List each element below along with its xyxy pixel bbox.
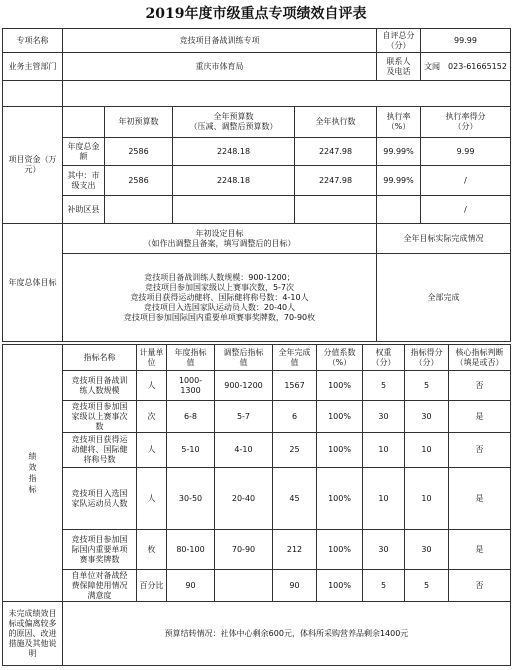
indicator-header-actual: 全年完成 值 [273,345,317,371]
funds-header-blank [63,107,105,138]
funds-subsidy-initial [105,196,173,224]
project-name-value: 竞技项目备战训练专项 [63,29,377,53]
indicator-name: 自单位对备战经 费保障使用情况 满意度 [63,570,137,602]
indicator-coefficient: 100% [317,401,363,433]
funds-subsidy-score: / [421,196,511,224]
indicator-unit: 人 [137,371,167,401]
indicator-coefficient: 100% [317,530,363,570]
indicator-adjusted: 5-7 [215,401,273,433]
funds-header-row [3,107,511,138]
funds-city-executed: 2247.98 [295,166,377,196]
funds-city-score: / [421,166,511,196]
spacer-cell [63,81,511,107]
indicator-weight: 30 [363,530,405,570]
indicator-core: 是 [449,468,511,530]
score-label: 自评总分 （分） [377,29,421,53]
indicator-unit: 枚 [137,530,167,570]
funds-header-executed: 全年执行数 [295,107,377,138]
indicator-header-target: 年度指标 值 [167,345,215,371]
funds-header-initial: 年初预算数 [105,107,173,138]
remarks-text: 预算结转情况：社体中心剩余600元，体科所采购营养品剩余1400元 [63,602,511,666]
funds-subsidy-annual [173,196,295,224]
indicator-score: 10 [405,433,449,468]
funds-total-rate: 99.99% [377,138,421,166]
dept-row [3,53,511,81]
funds-total-label: 年度总金额 [63,138,105,166]
indicator-header-weight: 权重 （分） [363,345,405,371]
indicator-unit: 人 [137,433,167,468]
funds-section-label: 项目资金（万元） [3,107,63,224]
indicator-weight: 10 [363,433,405,468]
indicator-name: 竞技项目参加国 际国内重要单项 赛事奖牌数 [63,530,137,570]
contact-label: 联系人 及电话 [377,53,421,81]
indicator-score: 10 [405,468,449,530]
funds-subsidy-executed [295,196,377,224]
indicator-coefficient: 100% [317,468,363,530]
indicator-actual: 6 [273,401,317,433]
funds-header-rate: 执行率 （%） [377,107,421,138]
indicator-adjusted [215,570,273,602]
indicator-core: 否 [449,570,511,602]
funds-header-rate-score: 执行率得分 （分） [421,107,511,138]
indicator-unit: 次 [137,401,167,433]
table-row [3,468,511,530]
funds-city-annual: 2248.18 [173,166,295,196]
score-value: 99.99 [421,29,511,53]
indicator-target: 80-100 [167,530,215,570]
indicator-header-coefficient: 分值系数 （%） [317,345,363,371]
page-title: 2019年度市级重点专项绩效自评表 [145,6,367,22]
indicator-unit: 人 [137,468,167,530]
funds-subsidy-row [3,196,511,224]
funds-subsidy-label: 补助区县 [63,196,105,224]
indicators-section-label: 绩 效 指 标 [3,345,63,602]
indicator-core: 是 [449,530,511,570]
indicator-weight: 30 [363,401,405,433]
indicator-adjusted: 900-1200 [215,371,273,401]
table-row [3,570,511,602]
indicator-target: 6-8 [167,401,215,433]
indicator-core: 是 [449,401,511,433]
funds-total-executed: 2247.98 [295,138,377,166]
funds-total-score: 9.99 [421,138,511,166]
indicator-score: 30 [405,530,449,570]
funds-city-initial: 2586 [105,166,173,196]
remarks-row [3,602,511,666]
indicator-coefficient: 100% [317,371,363,401]
indicator-adjusted: 4-10 [215,433,273,468]
spacer-row [3,81,511,107]
indicator-name: 竞技项目参加国 家级以上赛事次 数 [63,401,137,433]
indicator-score: 5 [405,371,449,401]
table-row [3,433,511,468]
funds-total-row [3,138,511,166]
goals-actual-text: 全部完成 [377,254,511,342]
indicator-weight: 5 [363,371,405,401]
table-row [3,530,511,570]
dept-value: 重庆市体育局 [63,53,377,81]
funds-header-annual: 全年预算数 （压减、调整后预算数） [173,107,295,138]
indicator-target: 1000- 1300 [167,371,215,401]
indicator-actual: 25 [273,433,317,468]
indicator-header-row [3,345,511,371]
indicator-name: 竞技项目备战训 练人数规模 [63,371,137,401]
dept-label: 业务主管部门 [3,53,63,81]
indicator-score: 5 [405,570,449,602]
indicator-coefficient: 100% [317,433,363,468]
indicator-actual: 45 [273,468,317,530]
funds-city-label: 其中：市级支出 [63,166,105,196]
indicator-header-core: 核心指标判断 （填是或否） [449,345,511,371]
indicator-adjusted: 20-40 [215,468,273,530]
indicator-adjusted: 70-90 [215,530,273,570]
indicator-target: 90 [167,570,215,602]
indicator-weight: 10 [363,468,405,530]
contact-value: 文闻 023-61665152 [421,53,511,81]
goals-content-row [3,254,511,342]
indicator-name: 竞技项目入选国 家队运动员人数 [63,468,137,530]
indicator-coefficient: 100% [317,570,363,602]
goals-section-label: 年度总体目标 [3,224,63,342]
indicator-header-adjusted: 调整后指标 值 [215,345,273,371]
indicator-actual: 90 [273,570,317,602]
indicator-header-score: 指标得分 （分） [405,345,449,371]
spacer-cell [3,81,63,107]
indicator-header-name: 指标名称 [63,345,137,371]
funds-city-rate: 99.99% [377,166,421,196]
goals-header-row [3,224,511,254]
project-name-label: 专项名称 [3,29,63,53]
info-funds-goals-table [2,28,511,342]
goals-initial-text: 竞技项目备战训练人数规模：900-1200； 竞技项目参加国家级以上赛事次数，5-7次 竞技项目获得运动健将、国际健将称号数：4-10人 竞技项目入选国家队运动员人数：20-40人 竞技项目参加国际国内重要单项赛事奖牌数，70-90枚 [63,254,377,342]
indicator-unit: 百分比 [137,570,167,602]
indicator-score: 30 [405,401,449,433]
table-row [3,401,511,433]
indicator-actual: 1567 [273,371,317,401]
indicator-actual: 212 [273,530,317,570]
indicator-name: 竞技项目获得运 动健将、国际健 将称号数 [63,433,137,468]
project-name-row [3,29,511,53]
indicator-target: 30-50 [167,468,215,530]
indicator-core: 否 [449,371,511,401]
funds-total-annual: 2248.18 [173,138,295,166]
funds-total-initial: 2586 [105,138,173,166]
indicator-weight: 5 [363,570,405,602]
indicator-target: 5-10 [167,433,215,468]
table-row [3,371,511,401]
indicators-table [2,344,511,666]
funds-city-row [3,166,511,196]
indicator-core: 否 [449,433,511,468]
remarks-label: 未完成绩效目 标或偏离较多 的原因、改进 措施及其他说 明 [3,602,63,666]
funds-subsidy-rate [377,196,421,224]
indicator-header-unit: 计量单 位 [137,345,167,371]
goals-actual-header: 全年目标实际完成情况 [377,224,511,254]
goals-initial-header: 年初设定目标 （如作出调整且备案，填写调整后的目标） [63,224,377,254]
